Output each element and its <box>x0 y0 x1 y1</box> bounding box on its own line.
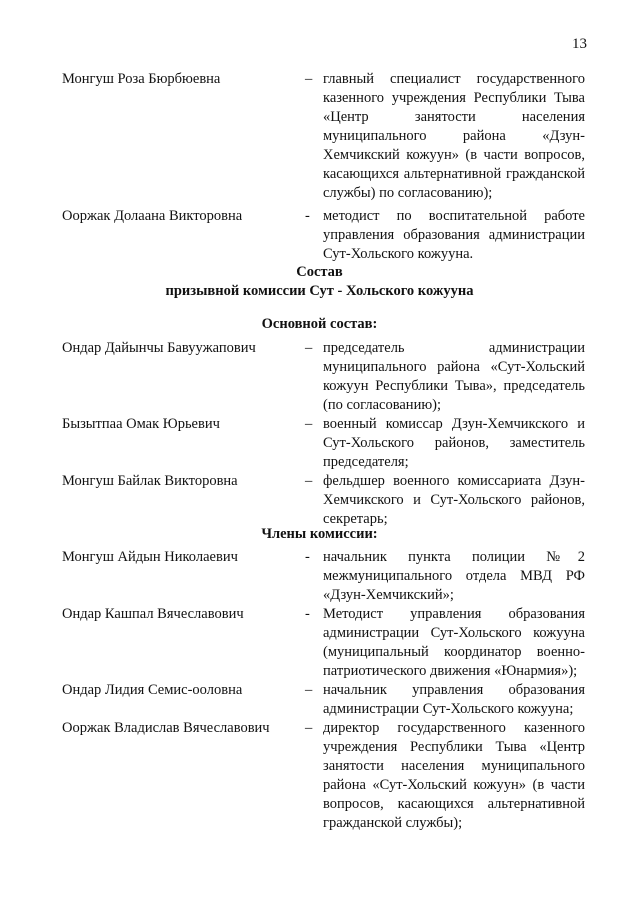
list-item <box>0 70 639 203</box>
member-name: Бызытпаа Омак Юрьевич <box>62 416 220 432</box>
page-number: 13 <box>572 36 587 52</box>
member-name: Ооржак Владислав Вячеславович <box>62 720 270 736</box>
commission-title-line1: Состав <box>296 264 343 280</box>
list-item <box>0 339 639 415</box>
list-item <box>0 415 639 472</box>
member-name: Ондар Лидия Семис-ооловна <box>62 682 243 698</box>
commission-title-line2: призывной комиссии Сут - Хольского кожууна <box>165 283 474 299</box>
member-role: методист по воспитательной работе управления образования администрации Сут-Хольского кожууна. <box>323 208 585 262</box>
member-name: Ооржак Долаана Викторовна <box>62 208 243 224</box>
list-item <box>0 605 639 681</box>
continued-entries-list <box>0 70 639 264</box>
list-item <box>0 207 639 264</box>
member-role: директор государственного казенного учреждения Республики Тыва «Центр занятости населения муниципального района «Сут-Хольский кожуун» (в части вопросов, касающихся альтернативной гражданской службы); <box>323 720 585 831</box>
member-role: главный специалист государственного казенного учреждения Республики Тыва «Центр занятости населения муниципального района «Дзун-Хемчикский кожуун» (в части вопросов, касающихся альтернативной гражданской службы) по согласованию); <box>323 71 585 201</box>
dash-separator: – <box>305 682 313 698</box>
member-name: Ондар Кашпал Вячеславович <box>62 606 244 622</box>
dash-separator: - <box>305 208 310 224</box>
member-role: Методист управления образования администрации Сут-Хольского кожууна (муниципальный координатор военно-патриотического движения «Юнармия»); <box>323 606 585 679</box>
dash-separator: - <box>305 549 310 565</box>
dash-separator: – <box>305 473 313 489</box>
dash-separator: - <box>305 606 310 622</box>
dash-separator: – <box>305 340 313 356</box>
member-name: Монгуш Роза Бюрбюевна <box>62 71 221 87</box>
main-composition-list <box>0 339 639 529</box>
list-item <box>0 681 639 719</box>
member-name: Монгуш Айдын Николаевич <box>62 549 238 565</box>
dash-separator: – <box>305 720 313 736</box>
member-name: Монгуш Байлак Викторовна <box>62 473 238 489</box>
dash-separator: – <box>305 71 313 87</box>
member-name: Ондар Дайынчы Бавуужапович <box>62 340 256 356</box>
member-role: начальник управления образования администрации Сут-Хольского кожууна; <box>323 682 585 717</box>
list-item <box>0 719 639 833</box>
members-list <box>0 548 639 833</box>
member-role: военный комиссар Дзун-Хемчикского и Сут-Хольского районов, заместитель председателя; <box>323 416 585 470</box>
member-role: начальник пункта полиции №2 межмуниципального отдела МВД РФ «Дзун-Хемчикский»; <box>323 549 585 603</box>
member-role: фельдшер военного комиссариата Дзун-Хемчикского и Сут-Хольского районов, секретарь; <box>323 473 585 527</box>
main-composition-heading: Основной состав: <box>261 316 378 332</box>
list-item <box>0 472 639 529</box>
list-item <box>0 548 639 605</box>
member-role: председатель администрации муниципального района «Сут-Хольский кожуун Республики Тыва», председатель (по согласованию); <box>323 340 585 413</box>
members-heading: Члены комиссии: <box>261 526 378 542</box>
dash-separator: – <box>305 416 313 432</box>
